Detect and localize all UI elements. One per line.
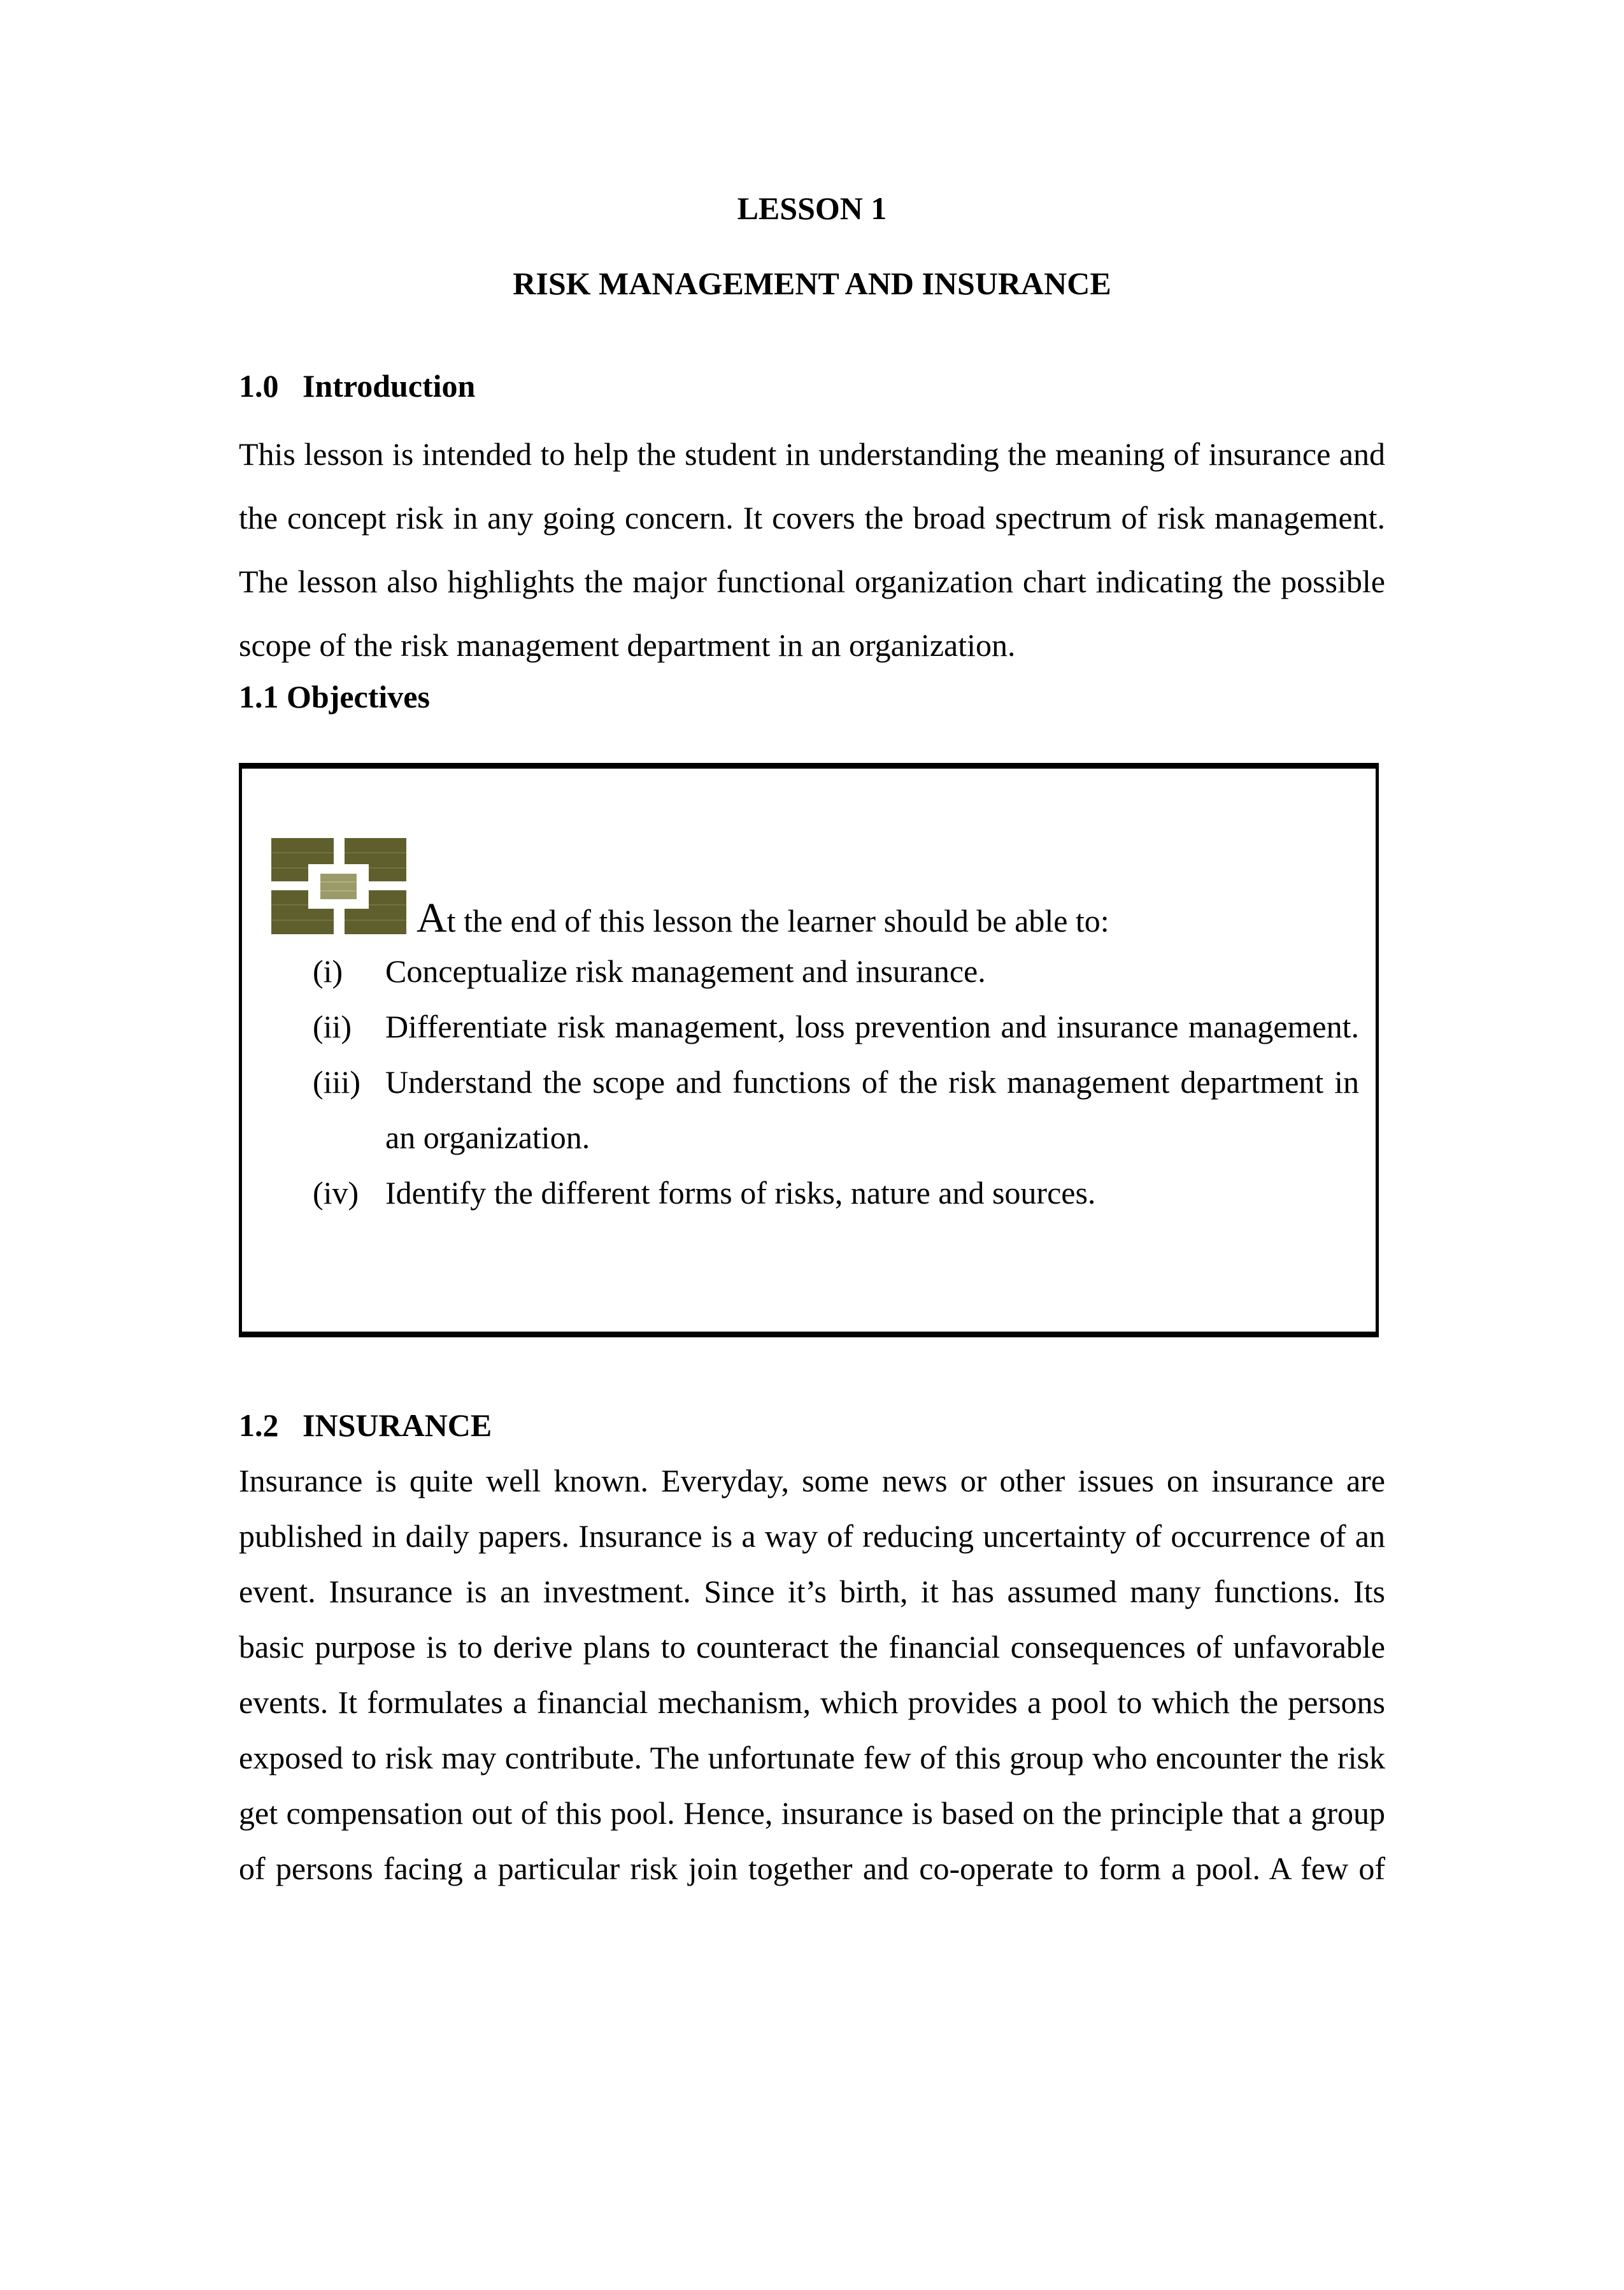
objective-item-iv	[313, 1165, 1359, 1221]
objective-item-ii	[313, 999, 1359, 1055]
insurance-paragraph-line: Insurance is quite well known. Everyday, some news or other issues on insurance are	[239, 1463, 1385, 1498]
objectives-lead-initial: A	[417, 895, 447, 941]
objective-item-i	[313, 944, 1359, 999]
objective-text: Differentiate risk management, loss prevention and insurance management.	[385, 1009, 1359, 1044]
introduction-paragraph	[239, 422, 1385, 677]
objectives-header	[271, 838, 1359, 941]
insurance-paragraph-line: basic purpose is to derive plans to counteract the financial consequences of unfavorable	[239, 1629, 1385, 1665]
insurance-paragraph-line: get compensation out of this pool. Hence, insurance is based on the principle that a group	[239, 1795, 1385, 1831]
objective-numeral: (i)	[313, 953, 343, 989]
document-page	[0, 188, 1624, 1896]
introduction-paragraph-line: This lesson is intended to help the student in understanding the meaning of insurance and	[239, 436, 1385, 472]
insurance-paragraph-line: exposed to risk may contribute. The unfortunate few of this group who encounter the risk	[239, 1740, 1385, 1775]
lesson-subtitle: RISK MANAGEMENT AND INSURANCE	[513, 266, 1111, 301]
introduction-paragraph-line: scope of the risk management department in an organization.	[239, 627, 1016, 663]
objective-numeral: (ii)	[313, 1009, 352, 1044]
insurance-paragraph-line: published in daily papers. Insurance is a way of reducing uncertainty of occurrence of an	[239, 1518, 1385, 1554]
objective-numeral: (iv)	[313, 1175, 359, 1211]
objective-text: Conceptualize risk management and insurance.	[385, 953, 986, 989]
objective-numeral: (iii)	[313, 1064, 360, 1100]
objectives-box	[239, 763, 1379, 1337]
insurance-paragraph	[239, 1453, 1385, 1896]
objectives-grid-icon	[271, 838, 406, 934]
introduction-paragraph-line: the concept risk in any going concern. It covers the broad spectrum of risk management.	[239, 500, 1385, 536]
section-heading-objectives: 1.1 Objectives	[239, 679, 430, 715]
introduction-paragraph-line: The lesson also highlights the major functional organization chart indicating the possible	[239, 564, 1385, 599]
insurance-paragraph-line: events. It formulates a financial mechanism, which provides a pool to which the persons	[239, 1684, 1385, 1720]
objective-item-iii	[313, 1055, 1359, 1110]
objectives-list	[271, 944, 1359, 1221]
objective-text: Understand the scope and functions of the risk management department in	[385, 1064, 1359, 1100]
objectives-lead-rest: t the end of this lesson the learner should be able to:	[446, 903, 1109, 939]
section-heading-introduction: 1.0 Introduction	[239, 368, 476, 404]
objectives-lead-text	[417, 895, 1109, 941]
objective-item-iii-continuation: an organization.	[385, 1120, 590, 1155]
icon-center-light-panel	[320, 874, 357, 899]
lesson-title: LESSON 1	[737, 190, 887, 226]
insurance-paragraph-line: event. Insurance is an investment. Since it’s birth, it has assumed many functions. Its	[239, 1574, 1385, 1609]
insurance-paragraph-line: of persons facing a particular risk join together and co-operate to form a pool. A few of	[239, 1851, 1385, 1886]
section-heading-insurance: 1.2 INSURANCE	[239, 1407, 492, 1443]
objective-text: Identify the different forms of risks, nature and sources.	[385, 1175, 1096, 1211]
